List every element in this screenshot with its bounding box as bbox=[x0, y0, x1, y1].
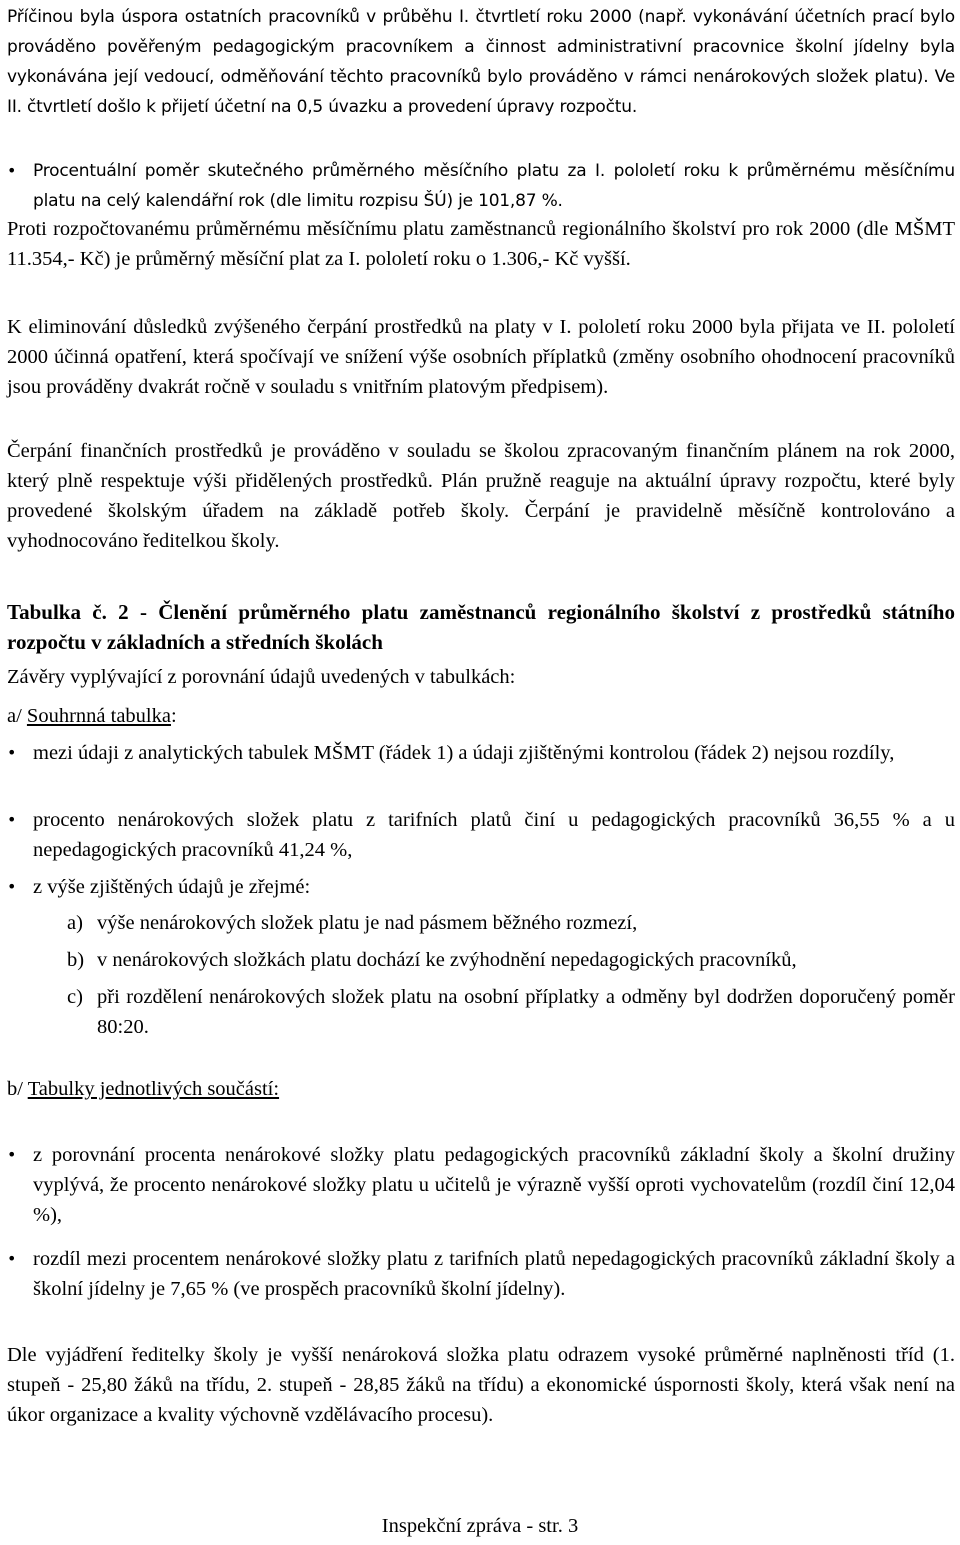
section-a-heading bbox=[7, 701, 955, 731]
section-b-title: Tabulky jednotlivých součástí: bbox=[27, 1078, 280, 1100]
sub-item-text: při rozdělení nenárokových složek platu na osobní příplatky a odměny byl dodržen doporučený poměr 80:20. bbox=[97, 986, 955, 1038]
sub-item-label: c) bbox=[67, 986, 83, 1008]
list-item bbox=[7, 738, 955, 768]
section-b-prefix: b/ bbox=[7, 1078, 28, 1100]
list-item-text: z porovnání procenta nenárokové složky platu pedagogických pracovníků základní školy a školní družiny vyplývá, že procento nenárokové složky platu u učitelů je výrazně vyšší oproti vychovatelům (rozdíl činí 12,04 %), bbox=[33, 1144, 955, 1226]
measures-paragraph: K eliminování důsledků zvýšeného čerpání prostředků na platy v I. pololetí roku 2000 byla přijata ve II. pololetí 2000 účinná opatření, která spočívají ve snížení výše osobních příplatků (změny osobního ohodnocení pracovníků jsou prováděny dvakrát ročně v souladu s vnitřním platovým předpisem). bbox=[7, 316, 955, 398]
budget-comparison-paragraph: Proti rozpočtovanému průměrnému měsíčnímu platu zaměstnanců regionálního školství pro rok 2000 (dle MŠMT 11.354,- Kč) je průměrný měsíční plat za I. pololetí roku o 1.306,- Kč vyšší. bbox=[7, 218, 955, 270]
section-a-suffix: : bbox=[170, 705, 177, 727]
section-b-heading bbox=[7, 1074, 955, 1104]
section-a-prefix: a/ bbox=[7, 705, 27, 727]
list-item-text: procento nenárokových složek platu z tarifních platů činí u pedagogických pracovníků 36,55 % a u nepedagogických pracovníků 41,24 %, bbox=[33, 809, 955, 861]
sub-list-item bbox=[67, 908, 955, 938]
section-a-title: Souhrnná tabulka bbox=[26, 705, 171, 727]
sub-item-label: b) bbox=[67, 949, 85, 971]
list-item-text: z výše zjištěných údajů je zřejmé: bbox=[33, 876, 311, 898]
bullet-icon: • bbox=[7, 161, 17, 180]
list-item bbox=[7, 1244, 955, 1304]
intro-paragraph: Příčinou byla úspora ostatních pracovníků v průběhu I. čtvrtletí roku 2000 (např. vykonávání účetních prací bylo prováděno pověřeným pedagogickým pracovníkem a činnost administrativní pracovnice školní jídelny byla vykonávána její vedoucí, odměňování těchto pracovníků bylo prováděno v rámci nenárokových složek platu). Ve II. čtvrtletí došlo k přijetí účetní na 0,5 úvazku a provedení úpravy rozpočtu. bbox=[7, 7, 955, 117]
list-item-text: mezi údaji z analytických tabulek MŠMT (řádek 1) a údaji zjištěnými kontrolou (řádek 2) nejsou rozdíly, bbox=[33, 742, 895, 764]
conclusions-intro: Závěry vyplývající z porovnání údajů uvedených v tabulkách: bbox=[7, 666, 516, 688]
bullet-icon: • bbox=[7, 1249, 17, 1268]
closing-paragraph: Dle vyjádření ředitelky školy je vyšší nenároková složka platu odrazem vysoké průměrné naplněnosti tříd (1. stupeň - 25,80 žáků na třídu, 2. stupeň - 28,85 žáků na třídu) a ekonomické úspornosti školy, která však není na úkor organizace a kvality výchovně vzdělávacího procesu). bbox=[7, 1344, 955, 1426]
bullet-icon: • bbox=[7, 877, 17, 896]
list-item bbox=[7, 1140, 955, 1230]
page-footer: Inspekční zpráva - str. 3 bbox=[381, 1515, 579, 1537]
list-item bbox=[7, 805, 955, 865]
sub-list-item bbox=[67, 982, 955, 1042]
list-item-text: rozdíl mezi procentem nenárokové složky platu z tarifních platů nepedagogických pracovníků základní školy a školní jídelny je 7,65 % (ve prospěch pracovníků školní jídelny). bbox=[33, 1248, 955, 1300]
list-item bbox=[7, 156, 955, 216]
sub-item-text: v nenárokových složkách platu dochází ke zvýhodnění nepedagogických pracovníků, bbox=[97, 949, 797, 971]
salary-ratio-text: Procentuální poměr skutečného průměrného měsíčního platu za I. pololetí roku k průměrnému měsíčnímu platu na celý kalendářní rok (dle limitu rozpisu ŠÚ) je 101,87 %. bbox=[33, 161, 955, 211]
bullet-icon: • bbox=[7, 743, 17, 762]
bullet-icon: • bbox=[7, 810, 17, 829]
funds-paragraph: Čerpání finančních prostředků je prováděno v souladu se školou zpracovaným finančním plánem na rok 2000, který plně respektuje výši přidělených prostředků. Plán pružně reaguje na aktuální úpravy rozpočtu, které byly provedené školským úřadem na základě potřeb školy. Čerpání je pravidelně měsíčně kontrolováno a vyhodnocováno ředitelkou školy. bbox=[7, 440, 955, 552]
table-heading: Tabulka č. 2 - Členění průměrného platu zaměstnanců regionálního školství z prostředků státního rozpočtu v základních a středních školách bbox=[7, 600, 955, 654]
bullet-icon: • bbox=[7, 1145, 17, 1164]
sub-item-label: a) bbox=[67, 912, 83, 934]
sub-list-item bbox=[67, 945, 955, 975]
list-item bbox=[7, 872, 955, 902]
sub-item-text: výše nenárokových složek platu je nad pásmem běžného rozmezí, bbox=[97, 912, 638, 934]
